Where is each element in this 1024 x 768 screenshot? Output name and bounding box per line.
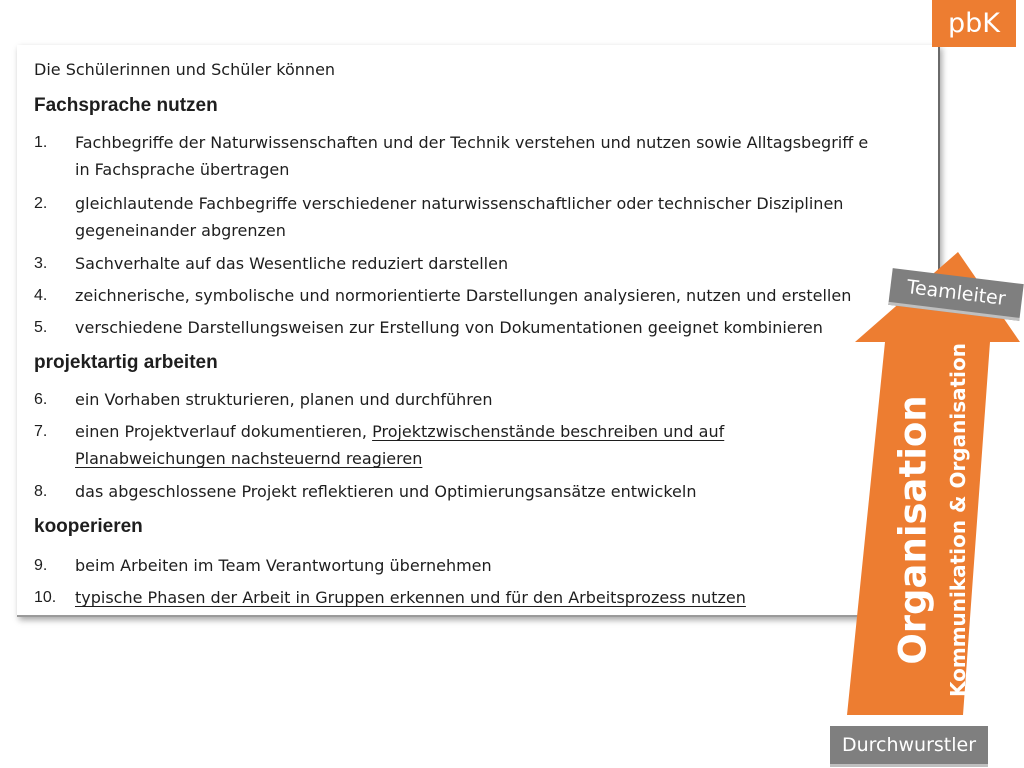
underlined-text: Projektzwischenstände beschreiben und auf (372, 422, 725, 441)
intro-text: Die Schülerinnen und Schüler können (34, 60, 336, 79)
list-item (75, 129, 868, 183)
item-line: verschiedene Darstellungsweisen zur Erstellung von Dokumentationen geeignet kombinieren (75, 318, 823, 337)
item-number: 5. (34, 319, 48, 336)
item-number: 4. (34, 287, 48, 304)
arrow-title: Organisation (891, 395, 935, 665)
list-item (75, 478, 696, 505)
list-item (75, 418, 724, 472)
item-line (75, 418, 724, 445)
item-line: gegeneinander abgrenzen (75, 221, 286, 240)
item-number: 10. (34, 589, 57, 606)
underlined-text: typische Phasen der Arbeit in Gruppen erkennen und für den Arbeitsprozess nutzen (75, 588, 746, 607)
item-number: 8. (34, 483, 48, 500)
pbk-badge: pbK (932, 0, 1016, 47)
item-number: 9. (34, 557, 48, 574)
list-item (75, 386, 492, 413)
item-line: beim Arbeiten im Team Verantwortung übernehmen (75, 556, 492, 575)
competency-document (17, 45, 940, 617)
item-line: gleichlautende Fachbegriffe verschiedener naturwissenschaftlicher oder technischer Disziplinen (75, 194, 844, 213)
item-text: einen Projektverlauf dokumentieren, (75, 422, 373, 441)
arrow-subtitle: Kommunikation & Organisation (946, 342, 970, 698)
item-line: das abgeschlossene Projekt reflektieren und Optimierungsansätze entwickeln (75, 482, 697, 501)
item-line: in Fachsprache übertragen (75, 160, 290, 179)
durchwurstler-tag: Durchwurstler (830, 726, 988, 767)
item-number: 1. (34, 134, 48, 151)
item-number: 2. (34, 195, 48, 212)
section-heading-fachsprache: Fachsprache nutzen (34, 95, 218, 116)
section-heading-projektartig: projektartig arbeiten (34, 352, 218, 373)
list-item (75, 314, 823, 341)
item-line: Fachbegriffe der Naturwissenschaften und der Technik verstehen und nutzen sowie Alltagsbegriff e (75, 133, 869, 152)
list-item (75, 190, 843, 244)
teamleiter-tag: Teamleiter (888, 268, 1024, 321)
item-number: 3. (34, 255, 48, 272)
list-item (75, 282, 851, 309)
list-item (75, 552, 492, 579)
item-line: zeichnerische, symbolische und normorientierte Darstellungen analysieren, nutzen und erstellen (75, 286, 852, 305)
item-line: ein Vorhaben strukturieren, planen und durchführen (75, 390, 493, 409)
item-number: 7. (34, 423, 48, 440)
item-number: 6. (34, 391, 48, 408)
section-heading-kooperieren: kooperieren (34, 516, 143, 537)
list-item (75, 584, 746, 611)
list-item (75, 250, 508, 277)
item-line: Sachverhalte auf das Wesentliche reduziert darstellen (75, 254, 509, 273)
underlined-text: Planabweichungen nachsteuernd reagieren (75, 449, 423, 468)
